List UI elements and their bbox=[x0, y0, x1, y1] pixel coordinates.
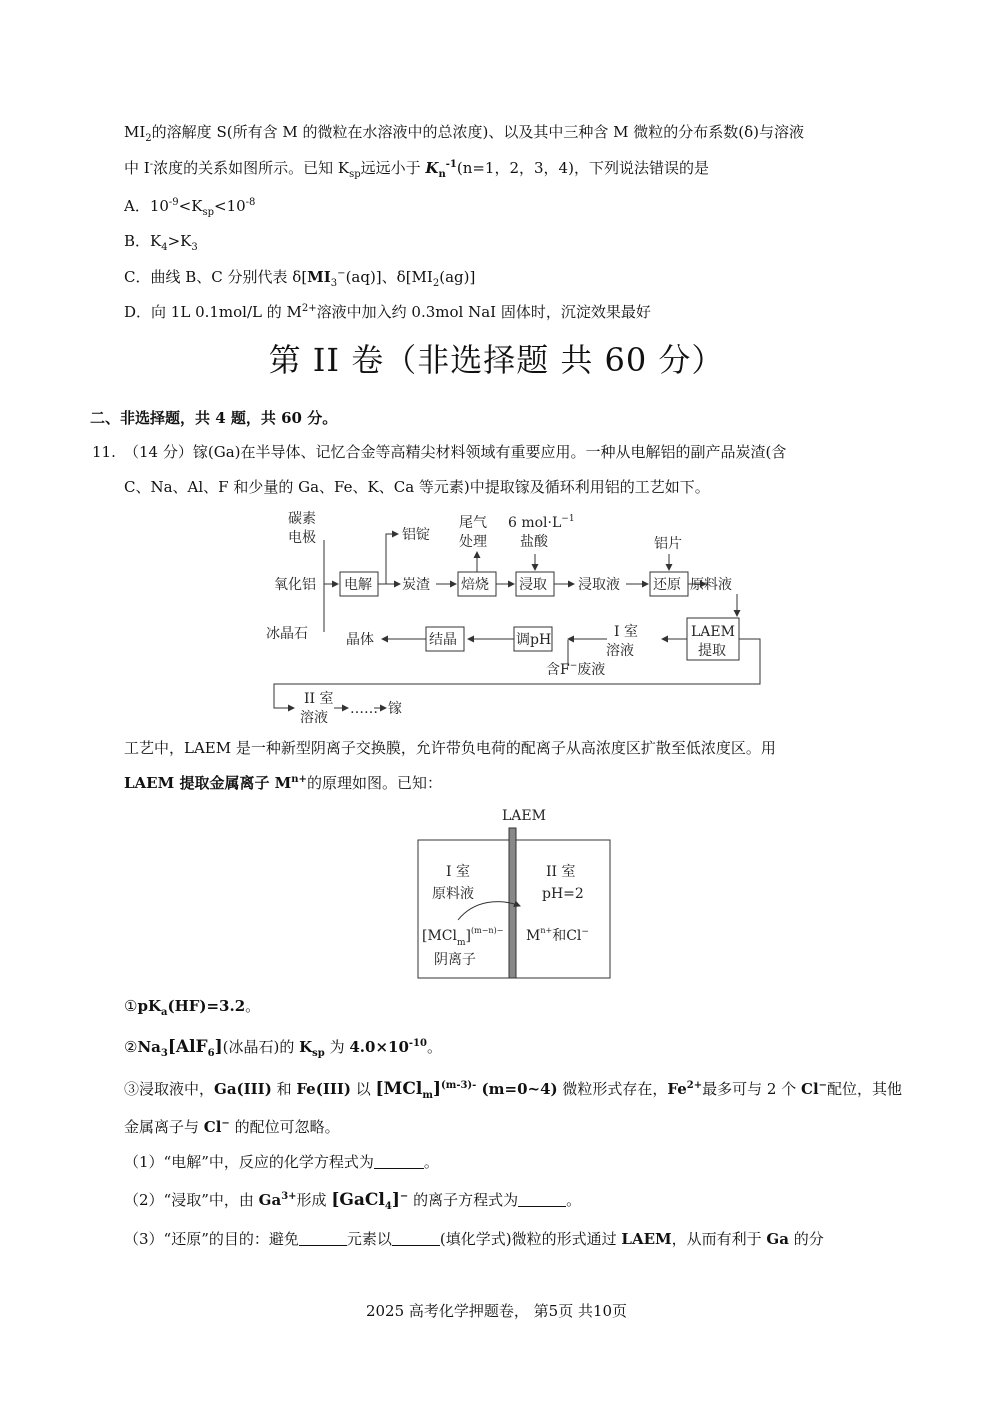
flow-reduce: 还原 bbox=[653, 577, 681, 593]
flow-laem-2: 提取 bbox=[698, 643, 726, 659]
q10-stem-line1: $MI_2$的溶解度 S(所有含 M 的微粒在水溶液中的总浓度)、以及其中三种含 M 微粒的分布系数(δ)与溶液 bbox=[124, 123, 804, 144]
laem-desc-line1: 工艺中，LAEM 是一种新型阴离子交换膜，允许带负电荷的配离子从高浓度区扩散至低浓度区。用 bbox=[124, 739, 776, 757]
membrane-right-2: pH=2 bbox=[542, 886, 584, 902]
flow-carbon-2: 电极 bbox=[288, 530, 316, 546]
process-flowchart bbox=[262, 508, 774, 728]
membrane-diagram bbox=[412, 802, 614, 984]
flow-room1-a: I 室 bbox=[614, 624, 638, 640]
subq-3: （3）“还原”的目的：避免 元素以 (填化学式)微粒的形式通过 LAEM，从而有利于 Ga 的分 bbox=[124, 1230, 824, 1248]
flow-waste: 含F−废液 bbox=[546, 661, 606, 678]
subq-1: （1）“电解”中，反应的化学方程式为 。 bbox=[124, 1153, 439, 1171]
section-intro: 二、非选择题，共 4 题，共 60 分。 bbox=[90, 409, 338, 427]
flow-acid-2: 盐酸 bbox=[520, 534, 548, 550]
flow-tail-2: 处理 bbox=[459, 534, 487, 550]
flow-room1-b: 溶液 bbox=[606, 643, 634, 659]
q10-option-c: C．曲线 B、C 分别代表 $\delta[MI_3^-(aq)]$、$\delta[MI_2(ag)]$ bbox=[124, 268, 476, 289]
flow-cryolite: 冰晶石 bbox=[266, 626, 308, 642]
membrane-left-1: I 室 bbox=[446, 864, 470, 880]
flow-leach: 浸取 bbox=[519, 577, 547, 593]
flow-leachate: 浸取液 bbox=[578, 577, 620, 593]
known-3-line1: ③浸取液中，Ga(III) 和 Fe(III) 以 $[MCl_m]^{(m-3)-}$ (m=0~4) 微粒形式存在，$Fe^{2+}$最多可与 2 个 Cl−配位，其他 bbox=[124, 1079, 903, 1101]
q10-stem-line2: 中 I-浓度的关系如图所示。已知 $K_{sp}$远远小于 $K_n^{-1}(n=1$，2，3，4)，下列说法错误的是 bbox=[124, 159, 709, 180]
flow-crystal: 晶体 bbox=[346, 632, 374, 648]
flow-room2-a: II 室 bbox=[304, 691, 334, 707]
membrane-right-3: $M^{n+}$和Cl− bbox=[526, 926, 589, 944]
flow-al-sheet: 铝片 bbox=[654, 536, 682, 552]
answer-blank-3a[interactable] bbox=[299, 1231, 347, 1246]
flow-tail-1: 尾气 bbox=[459, 515, 487, 531]
known-3-line2: 金属离子与 Cl− 的配位可忽略。 bbox=[124, 1118, 340, 1136]
known-1: $①pK_a(HF)=3.2$。 bbox=[124, 997, 261, 1018]
flow-ga: 镓 bbox=[388, 701, 402, 717]
laem-desc-line2: LAEM 提取金属离子 $M^{n+}$的原理如图。已知： bbox=[124, 774, 442, 792]
q10-option-a: A．$10^{-9}<K_{sp}<10^{-8}$ bbox=[124, 197, 256, 218]
answer-blank-2[interactable] bbox=[518, 1192, 566, 1207]
flow-carbon-1: 碳素 bbox=[288, 511, 316, 527]
flow-ph: 调pH bbox=[516, 632, 552, 648]
flow-ingot: 铝锭 bbox=[402, 527, 430, 543]
flow-room2-b: 溶液 bbox=[300, 710, 328, 726]
section-title: 第 II 卷（非选择题 共 60 分） bbox=[268, 341, 725, 379]
subq-2: （2）“浸取”中，由 $Ga^{3+}$形成 [GaCl$_4$]− 的离子方程式为 。 bbox=[124, 1190, 582, 1212]
membrane-anion: 阴离子 bbox=[434, 952, 476, 968]
flow-electrolysis: 电解 bbox=[344, 577, 372, 593]
flow-laem-1: LAEM bbox=[691, 624, 735, 640]
membrane-right-1: II 室 bbox=[546, 864, 576, 880]
answer-blank-3b[interactable] bbox=[392, 1231, 440, 1246]
page-footer: 2025 高考化学押题卷， 第5页 共10页 bbox=[365, 1302, 628, 1320]
flow-dots: …… bbox=[350, 701, 378, 717]
flow-cryst: 结晶 bbox=[429, 632, 457, 648]
membrane-ion: $[MCl_m]^{(m-n)-}$ bbox=[422, 926, 504, 948]
answer-blank-1[interactable] bbox=[374, 1154, 424, 1169]
q11-number: 11. bbox=[92, 443, 116, 461]
q10-option-b: B．$K_4>K_3$ bbox=[124, 232, 198, 253]
q11-intro-line2: C、Na、Al、F 和少量的 Ga、Fe、K、Ca 等元素)中提取镓及循环利用铝的工艺如下。 bbox=[124, 478, 710, 496]
q11-intro-line1: （14 分）镓(Ga)在半导体、记忆合金等高精尖材料领域有重要应用。一种从电解铝的副产品炭渣(含 bbox=[124, 443, 787, 461]
membrane-left-2: 原料液 bbox=[432, 886, 474, 902]
flow-slag: 炭渣 bbox=[402, 577, 430, 593]
flow-roast: 焙烧 bbox=[461, 577, 489, 593]
flow-feed: 原料液 bbox=[690, 577, 732, 593]
known-2: $②Na_3[AlF_6]$(冰晶石)的 $K_{sp}$ 为 $4.0\times 10^{-10}$。 bbox=[124, 1037, 442, 1059]
flow-alumina: 氧化铝 bbox=[274, 577, 316, 593]
q10-option-d: D．向 1L 0.1mol/L 的 $M^{2+}$溶液中加入约 0.3mol NaI 固体时，沉淀效果最好 bbox=[124, 303, 651, 321]
membrane-label: LAEM bbox=[502, 808, 546, 824]
flow-acid-1: 6 $mol\cdot L^{-1}$ bbox=[508, 514, 575, 531]
